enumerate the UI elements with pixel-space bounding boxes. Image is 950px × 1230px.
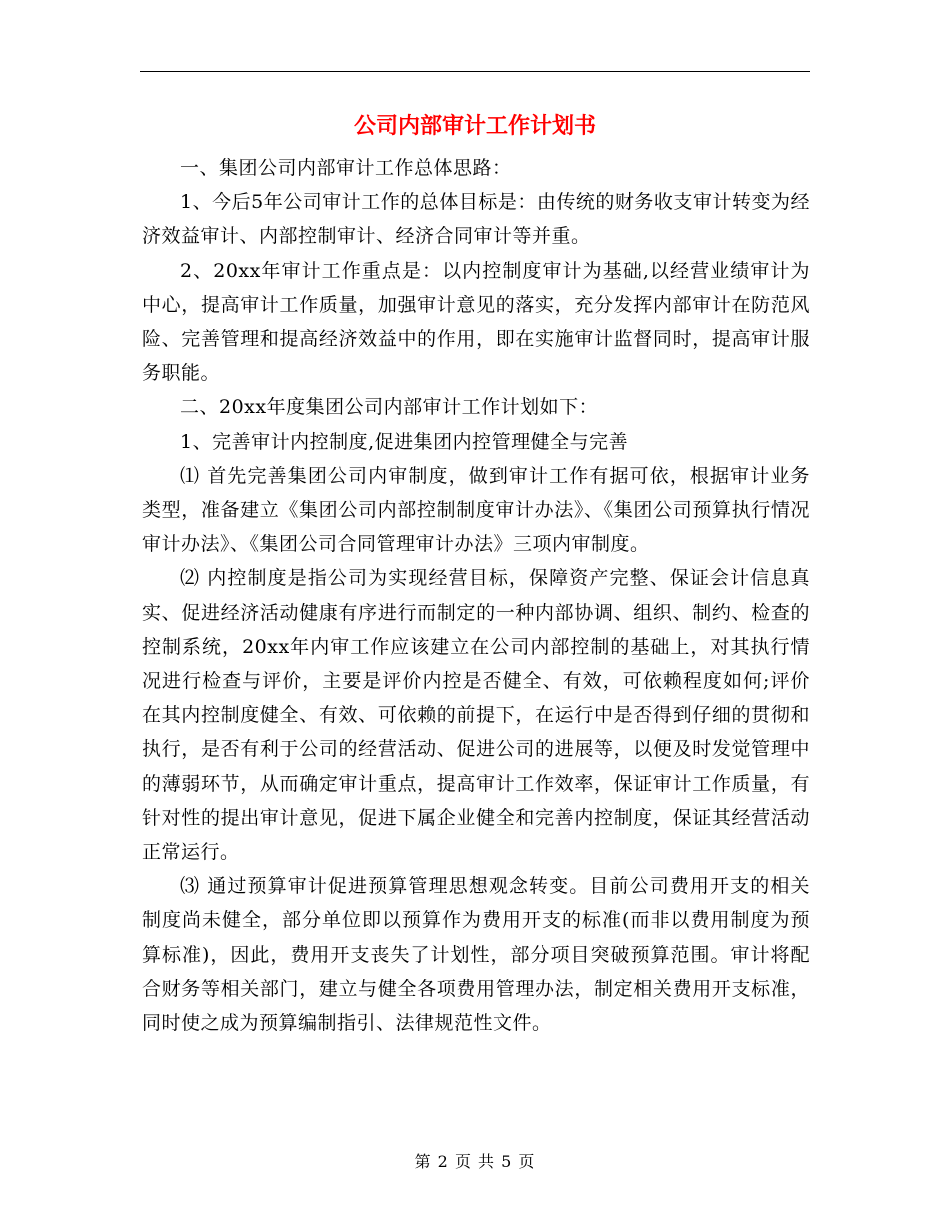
paragraph: ⑴ 首先完善集团公司内审制度，做到审计工作有据可依，根据审计业务类型，准备建立《集团公司内部控制制度审计办法》、《集团公司预算执行情况审计办法》、《集团公司合同管理审计办法》三项内审制度。 (142, 464, 810, 556)
paragraph: 二、20xx年度集团公司内部审计工作计划如下： (180, 396, 599, 419)
header-rule (140, 71, 810, 72)
paragraph: 一、集团公司内部审计工作总体思路： (180, 157, 512, 179)
paragraph: 2、20xx年审计工作重点是：以内控制度审计为基础,以经营业绩审计为中心，提高审计工作质量，加强审计意见的落实，充分发挥内部审计在防范风险、完善管理和提高经济效益中的作用，即在实施审计监督同时，提高审计服务职能。 (142, 259, 810, 385)
document-title: 公司内部审计工作计划书 (353, 113, 596, 139)
document-body (142, 151, 810, 1040)
paragraph: 1、今后5年公司审计工作的总体目标是：由传统的财务收支审计转变为经济效益审计、内部控制审计、经济合同审计等并重。 (142, 191, 810, 248)
paragraph: 1、完善审计内控制度,促进集团内控管理健全与完善 (180, 430, 629, 453)
paragraph: ⑵ 内控制度是指公司为实现经营目标，保障资产完整、保证会计信息真实、促进经济活动健康有序进行而制定的一种内部协调、组织、制约、检查的控制系统，20xx年内审工作应该建立在公司内部控制的基础上，对其执行情况进行检查与评价，主要是评价内控是否健全、有效，可依赖程度如何;评价在其内控制度健全、有效、可依赖的前提下，在运行中是否得到仔细的贯彻和执行，是否有利于公司的经营活动、促进公司的进展等，以便及时发觉管理中的薄弱环节，从而确定审计重点，提高审计工作效率，保证审计工作质量，有针对性的提出审计意见，促进下属企业健全和完善内控制度，保证其经营活动正常运行。 (142, 567, 810, 864)
paragraph: ⑶ 通过预算审计促进预算管理思想观念转变。目前公司费用开支的相关制度尚未健全，部分单位即以预算作为费用开支的标准(而非以费用制度为预算标准)，因此，费用开支丧失了计划性，部分项目突破预算范围。审计将配合财务等相关部门，建立与健全各项费用管理办法，制定相关费用开支标准，同时使之成为预算编制指引、法律规范性文件。 (142, 875, 810, 1035)
page-number-footer: 第 2 页 共 5 页 (414, 1152, 536, 1171)
